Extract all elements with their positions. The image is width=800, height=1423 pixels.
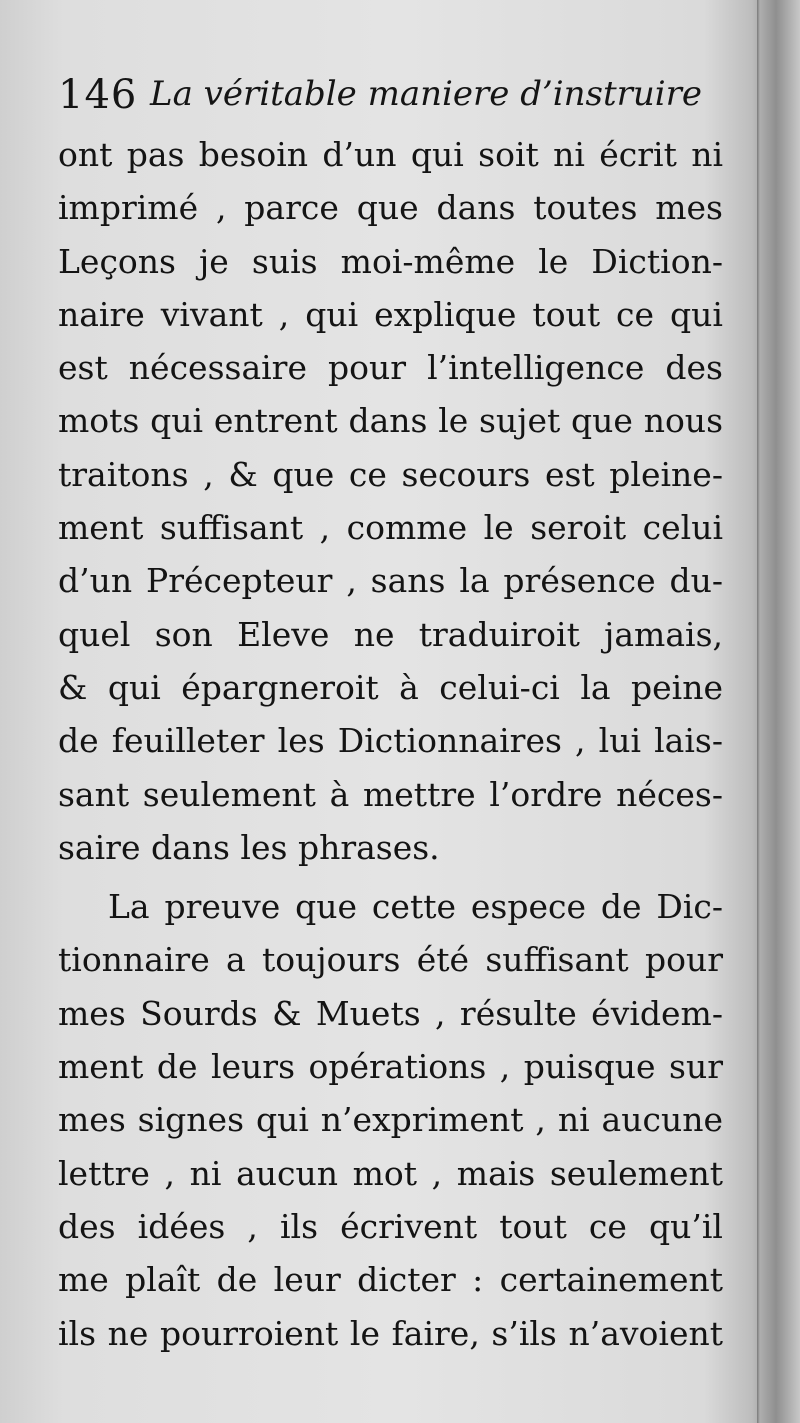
text-line: d’un Précepteur , sans la présence du- xyxy=(58,561,723,601)
text-line: mes Sourds & Muets , résulte évidem- xyxy=(58,993,723,1033)
text-line: ont pas besoin d’un qui soit ni écrit ni xyxy=(58,135,723,174)
running-title: La véritable maniere d’instruire xyxy=(150,74,703,114)
page-gutter xyxy=(757,0,760,1423)
text-line: mes signes qui n’expriment , ni aucune xyxy=(58,1100,723,1140)
text-line: ment de leurs opérations , puisque sur xyxy=(58,1047,723,1087)
text-line: imprimé , parce que dans toutes mes xyxy=(58,188,723,228)
text-line: Leçons je suis moi-même le Diction- xyxy=(58,241,723,281)
text-line: des idées , ils écrivent tout ce qu’il xyxy=(58,1206,723,1246)
text-line: saire dans les phrases. xyxy=(58,827,440,867)
page-header xyxy=(58,72,718,124)
text-line: traitons , & que ce secours est pleine- xyxy=(58,454,723,494)
text-line: sant seulement à mettre l’ordre néces- xyxy=(58,774,723,814)
text-line: tionnaire a toujours été suffisant pour xyxy=(58,940,723,980)
text-line: & qui épargneroit à celui-ci la peine xyxy=(58,667,723,707)
text-line: La preuve que cette espece de Dic- xyxy=(108,887,723,927)
text-line: ils ne pourroient le faire, s’ils n’avoient xyxy=(58,1313,723,1353)
paragraph xyxy=(58,880,723,1360)
text-line: quel son Eleve ne traduiroit jamais, xyxy=(58,614,723,654)
paragraph xyxy=(58,128,723,874)
text-line: me plaît de leur dicter : certainement xyxy=(58,1260,723,1300)
page-number: 146 xyxy=(58,72,138,118)
body-text xyxy=(58,128,723,1360)
text-line: est nécessaire pour l’intelligence des xyxy=(58,348,723,388)
text-line: ment suffisant , comme le seroit celui xyxy=(58,508,723,548)
text-line: mots qui entrent dans le sujet que nous xyxy=(58,401,723,441)
text-line: de feuilleter les Dictionnaires , lui lais- xyxy=(58,721,723,761)
text-line: lettre , ni aucun mot , mais seulement xyxy=(58,1153,723,1193)
text-line: naire vivant , qui explique tout ce qui xyxy=(58,294,723,334)
